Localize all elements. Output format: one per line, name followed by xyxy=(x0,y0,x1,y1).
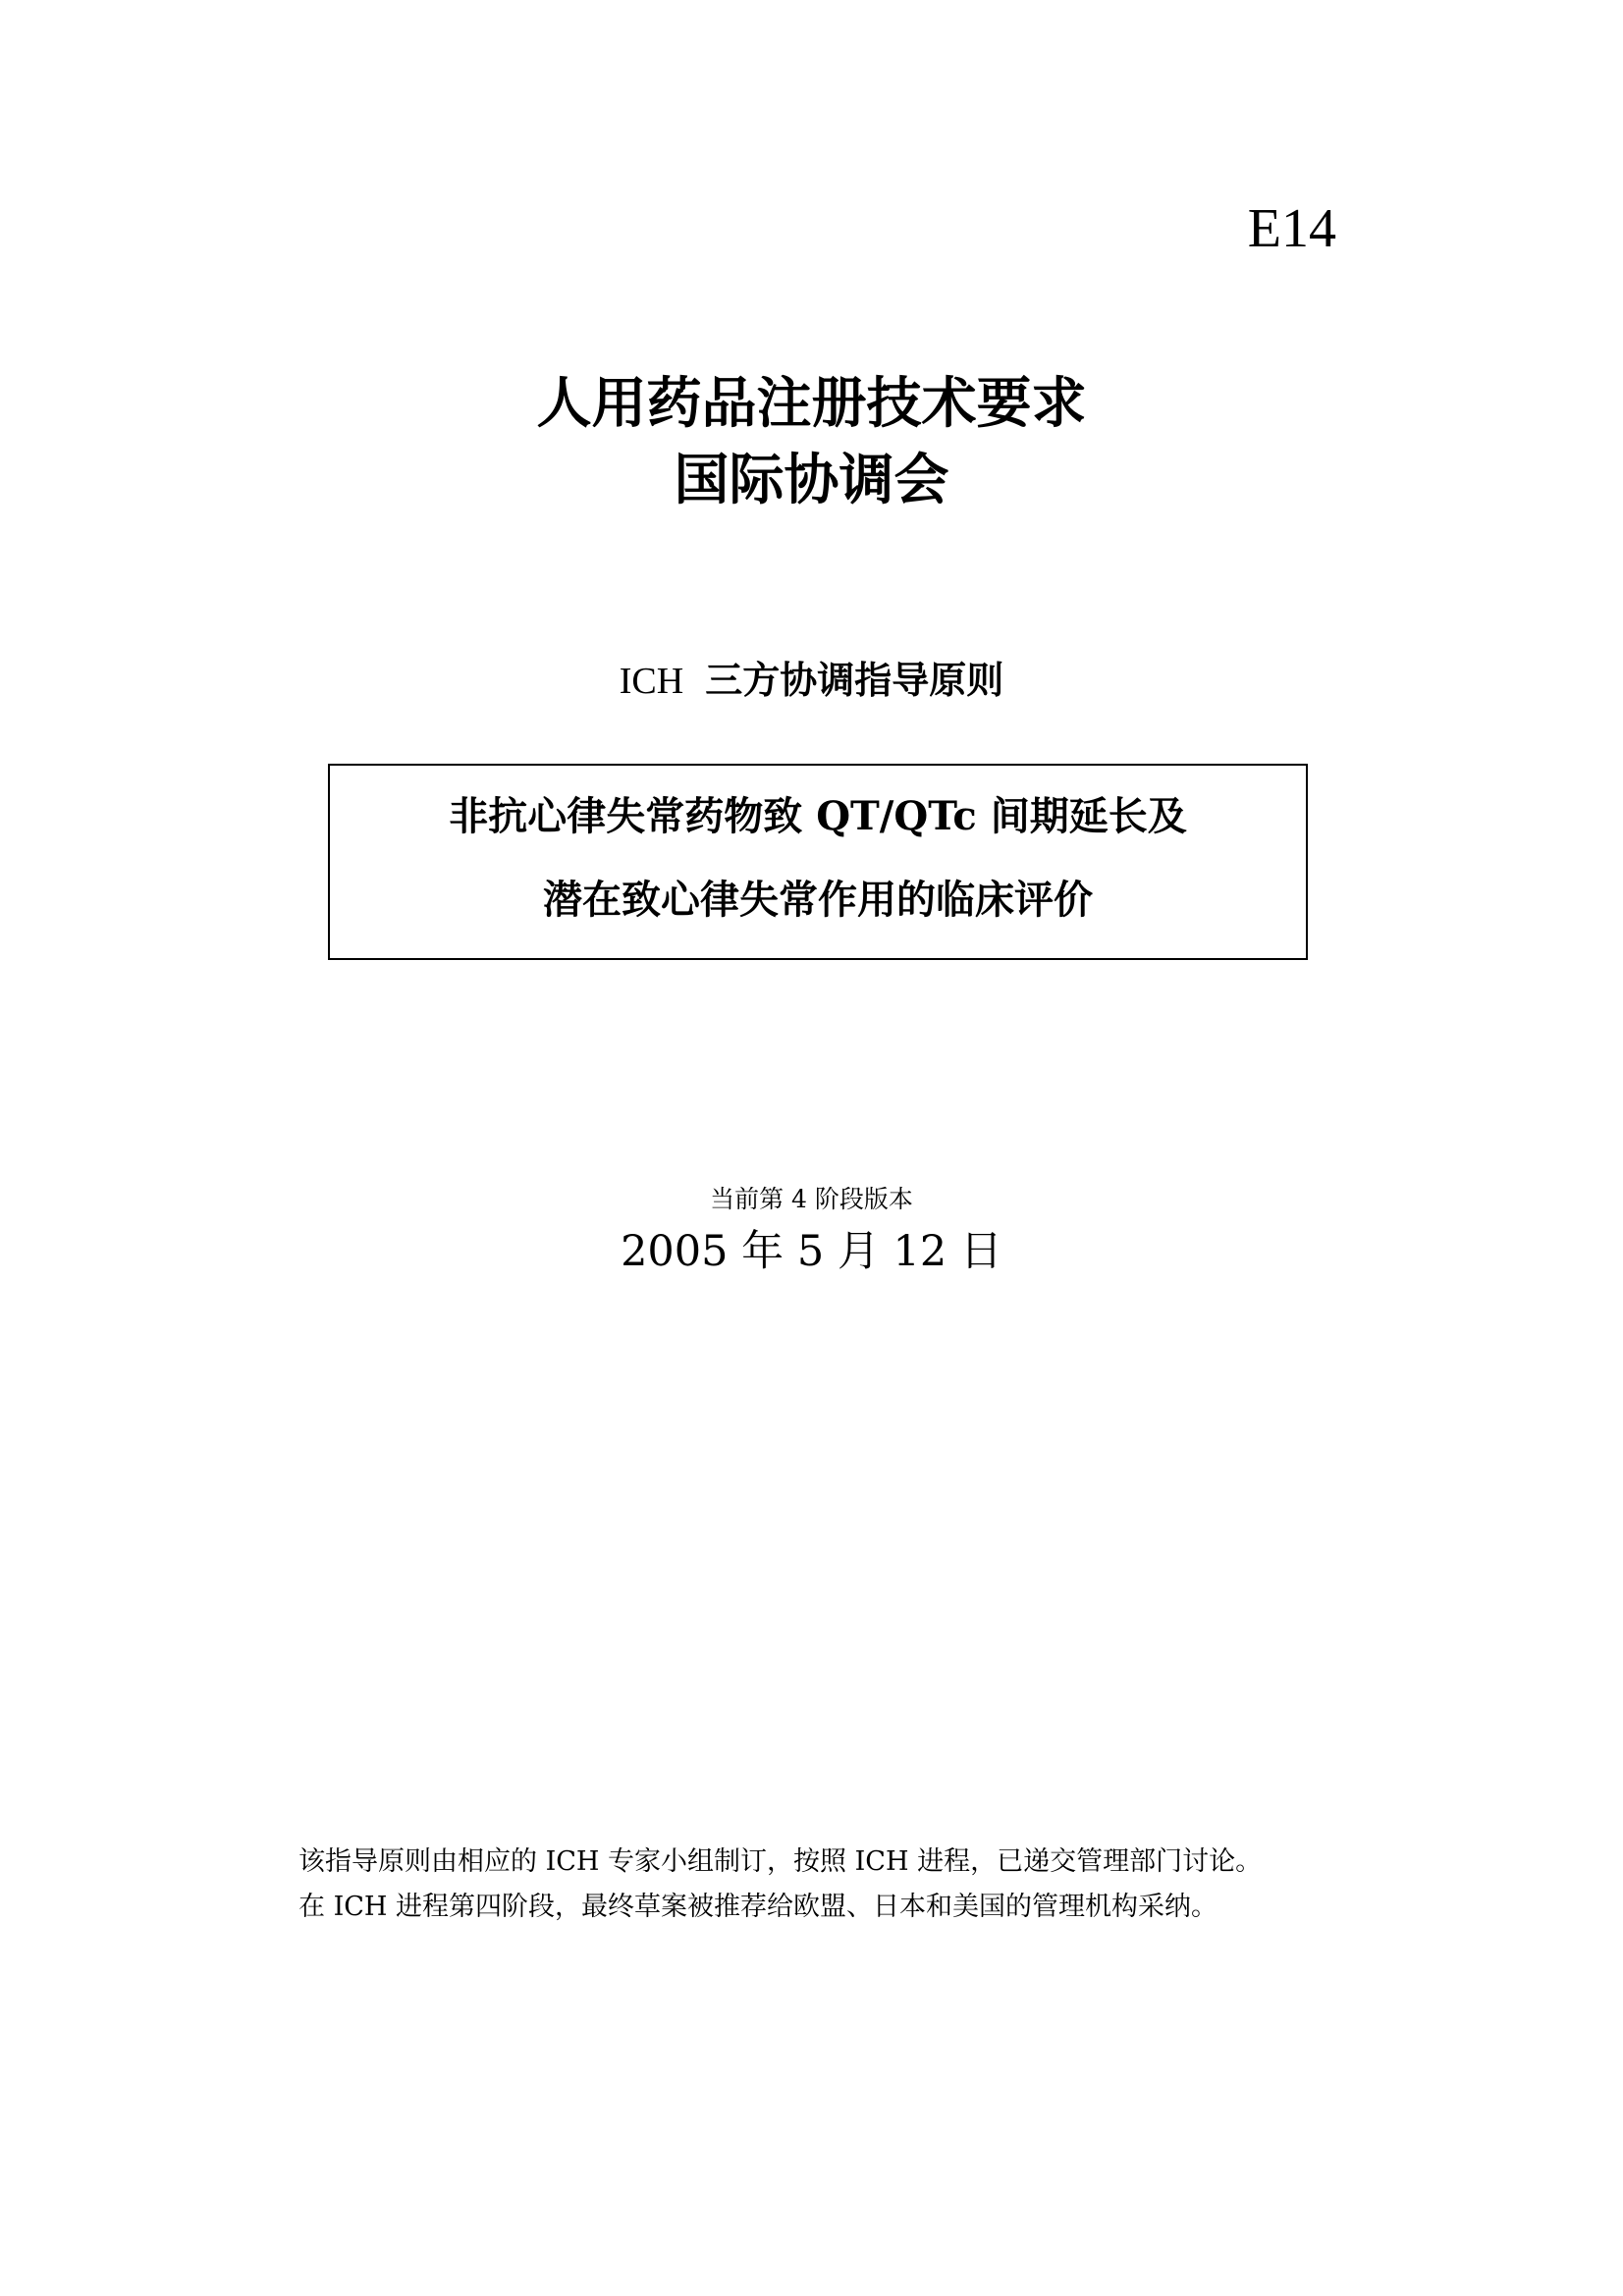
guideline-title-line2: 潜在致心律失常作用的临床评价 xyxy=(543,877,1093,923)
document-code: E14 xyxy=(1247,198,1336,259)
version-date: 2005 年 5 月 12 日 xyxy=(621,1227,1002,1276)
organization-title xyxy=(0,365,1623,518)
guideline-title-line1: 非抗心律失常药物致 QT/QTc 间期延长及 xyxy=(449,793,1187,839)
footer-note xyxy=(298,1840,1359,1930)
guideline-title-box xyxy=(328,764,1308,960)
guideline-type-text: 三方协调指导原则 xyxy=(705,658,1004,702)
organization-title-line1: 人用药品注册技术要求 xyxy=(536,371,1087,436)
footer-note-line2: 在 ICH 进程第四阶段，最终草案被推荐给欧盟、日本和美国的管理机构采纳。 xyxy=(298,1892,1218,1922)
guideline-type xyxy=(0,656,1623,706)
guideline-type-prefix: ICH xyxy=(619,661,684,702)
version-stage: 当前第 4 阶段版本 xyxy=(710,1185,913,1213)
footer-note-line1: 该指导原则由相应的 ICH 专家小组制订，按照 ICH 进程，已递交管理部门讨论。 xyxy=(298,1846,1263,1877)
organization-title-line2: 国际协调会 xyxy=(674,448,949,512)
